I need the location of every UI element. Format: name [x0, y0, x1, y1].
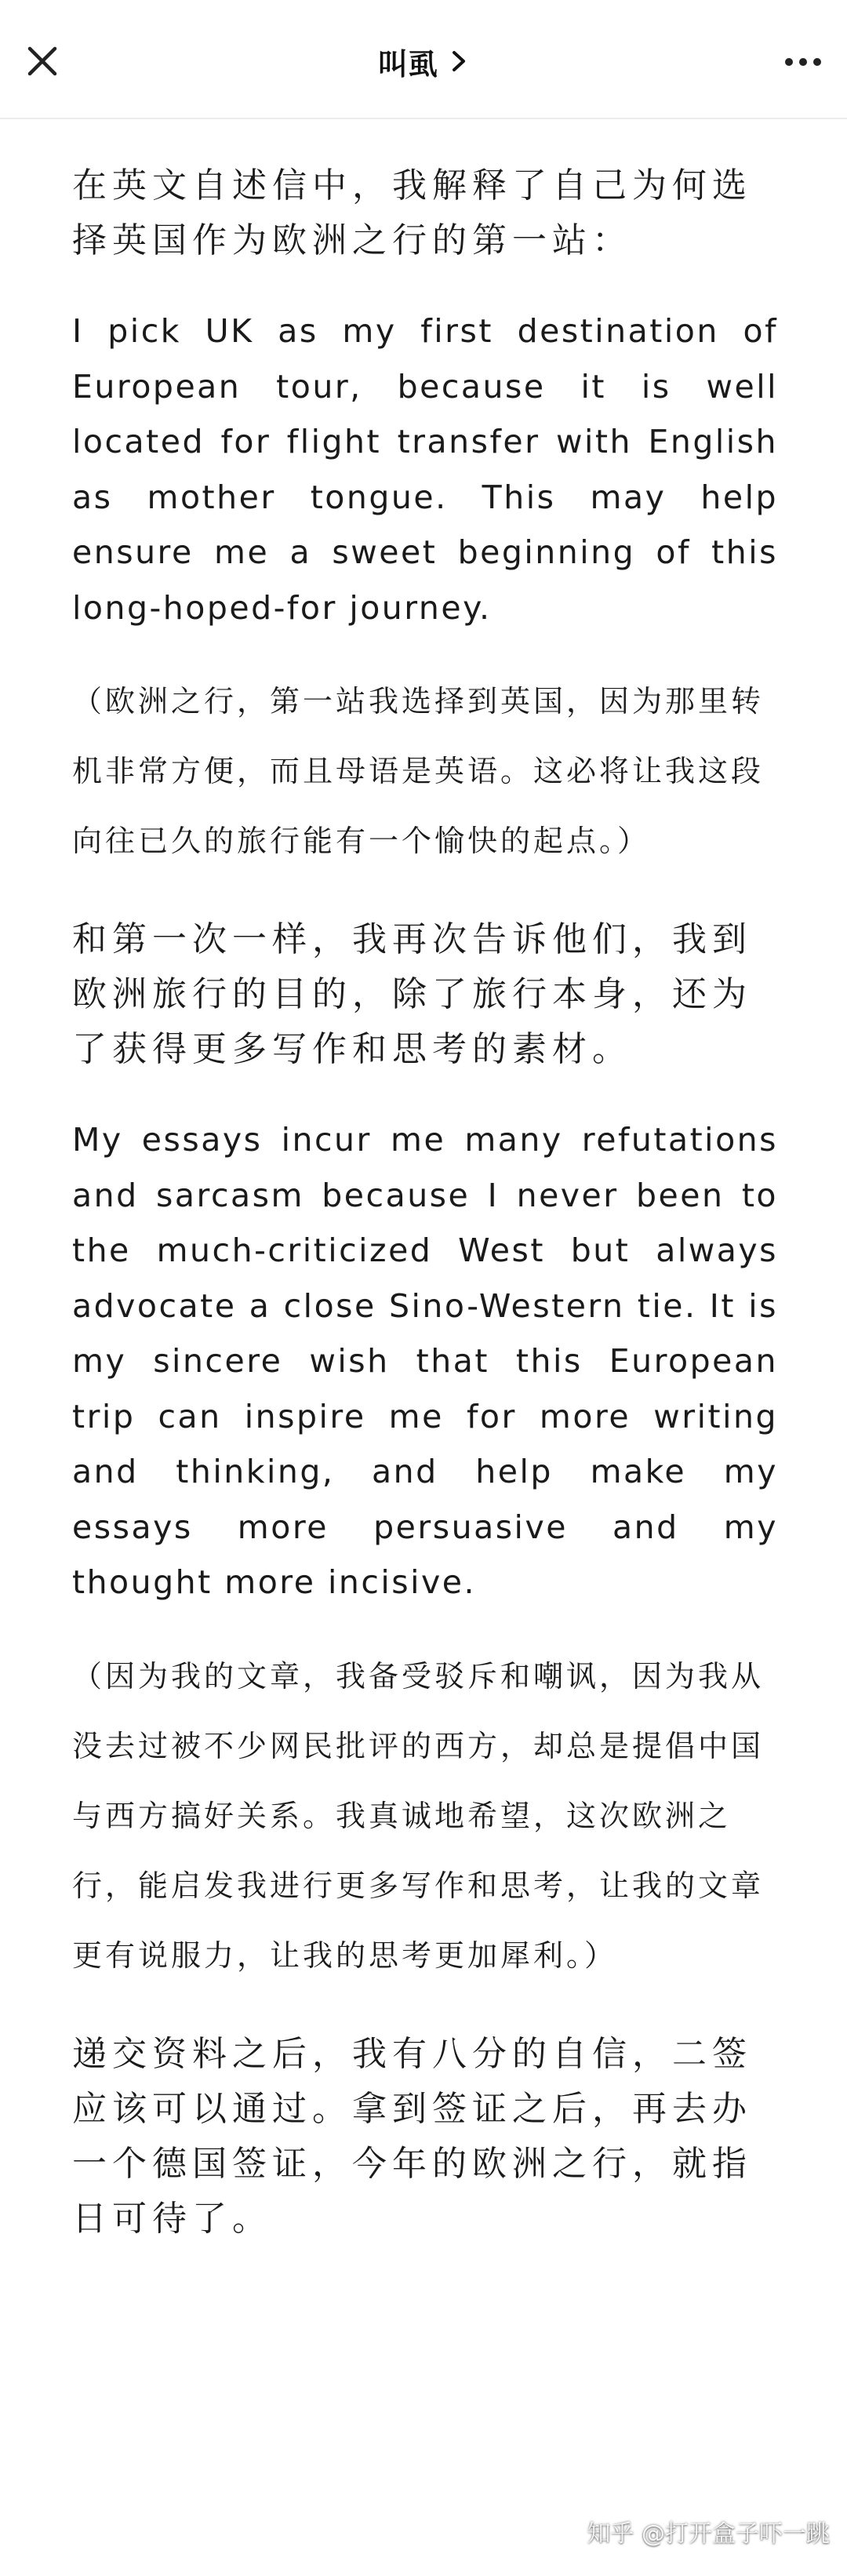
article-paragraph-en: I pick UK as my first destination of European tour, because it is well located for flight transfer with English as mother tongue. This may help ensure me a sweet beginning of this long-hoped-for journey.: [72, 312, 778, 627]
page-title: 叫虱: [377, 46, 438, 82]
zhihu-watermark: 知乎 @打开盒子吓一跳: [587, 2520, 830, 2548]
account-title-link[interactable]: [267, 38, 580, 85]
more-options-button[interactable]: [778, 38, 828, 85]
close-icon: [19, 38, 66, 85]
article-paragraph-zh: 递交资料之后，我有八分的自信，二签应该可以通过。拿到签证之后，再去办一个德国签证，今年的欧洲之行，就指日可待了。: [72, 2033, 752, 2239]
article-body: [72, 118, 778, 2247]
more-horizontal-icon: [778, 38, 828, 85]
article-paragraph-en: My essays incur me many refutations and sarcasm because I never been to the much-criticized West but always advocate a close Sino-Western tie. It is my sincere wish that this European trip can inspire me for more writing and thinking, and help make my essays more persuasive and my thought more incisive.: [72, 1121, 778, 1601]
close-button[interactable]: [19, 38, 66, 85]
top-navigation-bar: [0, 0, 847, 119]
chevron-right-icon: [449, 49, 469, 73]
article-paragraph-translation: （因为我的文章，我备受驳斥和嘲讽，因为我从没去过被不少网民批评的西方，却总是提倡中国与西方搞好关系。我真诚地希望，这次欧洲之行，能启发我进行更多写作和思考，让我的文章更有说服力，让我的思考更加犀利。）: [72, 1658, 765, 1973]
article-paragraph-zh: 和第一次一样，我再次告诉他们，我到欧洲旅行的目的，除了旅行本身，还为了获得更多写作和思考的素材。: [72, 919, 752, 1069]
article-paragraph-zh: 在英文自述信中，我解释了自己为何选择英国作为欧洲之行的第一站：: [72, 166, 752, 260]
article-paragraph-translation: （欧洲之行，第一站我选择到英国，因为那里转机非常方便，而且母语是英语。这必将让我这段向往已久的旅行能有一个愉快的起点。）: [72, 684, 765, 858]
